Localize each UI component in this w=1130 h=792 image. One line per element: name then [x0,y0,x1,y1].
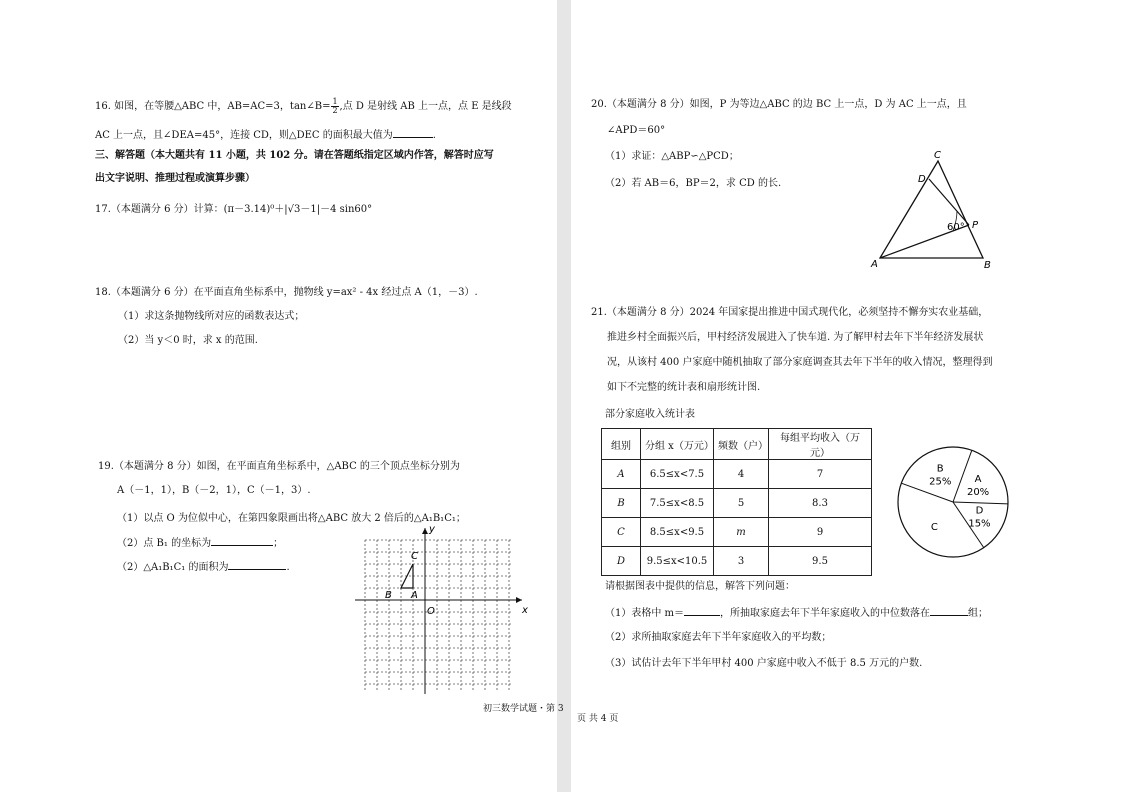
q19-part2 [117,536,283,550]
table-cell: 6.5≤x<7.5 [641,460,714,489]
q16-text-b: ,点 D 是射线 AB 上一点，点 E 是线段 [339,101,512,112]
q19-part2-end: ； [273,538,284,549]
triangle-abc [880,161,983,258]
right-footer: 页 共 4 页 [577,714,619,724]
vertex-a-label: A [871,259,878,270]
q16-answer-blank[interactable] [393,128,433,138]
q21-part1-text-b: ，所抽取家庭去年下半年家庭收入的中位数落在 [720,608,931,619]
q16-text-c: AC 上一点，且∠DEA=45°，连接 CD，则△DEC 的面积最大值为 [95,130,393,141]
pie-label-c: C [930,521,938,533]
q21-part2: （2）求所抽取家庭去年下半年家庭收入的平均数； [605,632,832,643]
grid-lines [365,540,513,692]
pie-percent-d: 15% [968,518,991,530]
q21-line1: 21.（本题满分 8 分）2024 年国家提出推进中国式现代化，必须坚持不懈夯实农业基础， [591,307,989,318]
x-axis-arrow-icon [516,597,522,603]
table-title: 部分家庭收入统计表 [605,409,695,420]
table-header-row [602,429,872,460]
q21-part1-text-a: （1）表格中 m＝ [605,608,685,619]
q20-part2: （2）若 AB＝6，BP＝2，求 CD 的长. [605,178,782,189]
q20-line1: 20.（本题满分 8 分）如图，P 为等边△ABC 的边 BC 上一点，D 为 AC 上一点，且 [591,99,967,110]
table-cell: 8.5≤x<9.5 [641,518,714,547]
q16-line1 [95,98,512,115]
median-group-blank[interactable] [930,606,968,616]
pie-slice-d [953,502,1008,504]
y-label: y [429,524,435,535]
pie-percent-a: 20% [966,487,990,499]
q19-text: 19.（本题满分 8 分）如图，在平面直角坐标系中，△ABC 的三个顶点坐标分别为 [98,461,460,472]
left-page [0,0,564,792]
q21-line2: 推进乡村全面振兴后，甲村经济发展进入了快车道. 为了解甲村去年下半年经济发展状 [607,332,984,343]
pie-label-b: B [936,463,944,475]
point-c-label: C [411,551,418,562]
frac-numerator: 1 [332,97,338,106]
table-cell: B [602,489,641,518]
table-header-cell: 每组平均收入（万元） [769,429,872,460]
point-b-label: B [385,590,392,601]
table-cell: C [602,518,641,547]
table-header-cell: 组别 [602,429,641,460]
q18-part1: （1）求这条抛物线所对应的函数表达式； [118,311,305,322]
vertex-c-label: C [934,150,941,161]
m-answer-blank[interactable] [684,606,720,616]
q21-line4: 如下不完整的统计表和扇形统计图. [607,382,761,393]
vertex-b-label: B [984,260,991,271]
q19-part3-end: . [286,562,290,573]
table-cell: 9.5 [769,547,872,576]
table-header-cell: 分组 x（万元） [641,429,714,460]
q19-coords: A（－1，1），B（－2，1），C（－1，3）. [117,485,311,496]
table-row [602,518,872,547]
table-cell: 9 [769,518,872,547]
q19-part1: （1）以点 O 为位似中心，在第四象限画出将△ABC 放大 2 倍后的△A₁B₁C₁； [117,513,466,524]
q20-line2: ∠APD＝60° [607,125,666,136]
q16-line2 [95,128,436,142]
section3-heading-line1: 三、解答题（本大题共有 11 小题，共 102 分。请在答题纸指定区域内作答，解答时应写 [95,150,494,161]
income-pie-chart [896,440,1016,565]
left-footer: 初三数学试题・第 3 [483,704,564,714]
table-cell: 7.5≤x<8.5 [641,489,714,518]
q21-prompt: 请根据图表中提供的信息，解答下列问题： [605,581,795,592]
q17-text: 17.（本题满分 6 分）计算：(π－3.14)⁰＋|√3－1|－4 sin60° [95,204,373,215]
income-stat-table [601,428,872,576]
table-header-cell: 频数（户） [714,429,769,460]
section3-heading-line2: 出文字说明、推理过程或演算步骤） [95,173,255,184]
q20-triangle-figure [868,148,1003,273]
table-row [602,460,872,489]
pie-label-d: D [975,505,984,517]
q16-fraction [331,98,338,115]
q21-part1 [605,606,988,620]
table-row [602,547,872,576]
point-d-label: D [918,174,926,185]
table-cell: 5 [714,489,769,518]
q19-part2-text: （2）点 B₁ 的坐标为 [117,538,212,549]
q21-part3: （3）试估计去年下半年甲村 400 户家庭中收入不低于 8.5 万元的户数. [605,658,923,669]
table-cell: 8.3 [769,489,872,518]
frac-denominator: 2 [332,106,338,115]
q16-text-a: 16. 如图，在等腰△ABC 中，AB=AC=3，tan∠B= [95,101,331,112]
pie-percent-b: 25% [929,476,952,488]
point-a-label: A [411,590,418,601]
point-p-label: P [972,220,979,231]
q16-end: . [432,130,436,141]
pie-label-a: A [974,474,982,486]
q20-part1: （1）求证：△ABP∽△PCD； [605,151,739,162]
table-row [602,489,872,518]
angle-60-label: 60° [947,222,965,233]
q21-line3: 况，从该村 400 户家庭中随机抽取了部分家庭调查其去年下半年的收入情况，整理得到 [607,357,993,368]
q18-text: 18.（本题满分 6 分）在平面直角坐标系中，抛物线 y=ax² - 4x 经过点 A（1，－3）. [95,287,478,298]
q18-part2: （2）当 y＜0 时，求 x 的范围. [118,335,258,346]
q21-part1-text-c: 组； [968,608,989,619]
table-cell: 9.5≤x<10.5 [641,547,714,576]
table-cell: D [602,547,641,576]
origin-label: O [427,606,435,617]
x-label: x [522,605,528,616]
q19-part3-text: （2）△A₁B₁C₁ 的面积为 [117,562,229,573]
table-cell: 7 [769,460,872,489]
y-axis-arrow-icon [422,528,428,534]
table-cell: A [602,460,641,489]
table-cell: 4 [714,460,769,489]
q19-part3 [117,560,290,574]
q19-part2-blank[interactable] [211,536,273,546]
right-page [571,0,1130,792]
q19-part3-blank[interactable] [228,560,286,570]
q19-coordinate-grid [350,522,535,697]
table-cell: m [714,518,769,547]
table-cell: 3 [714,547,769,576]
